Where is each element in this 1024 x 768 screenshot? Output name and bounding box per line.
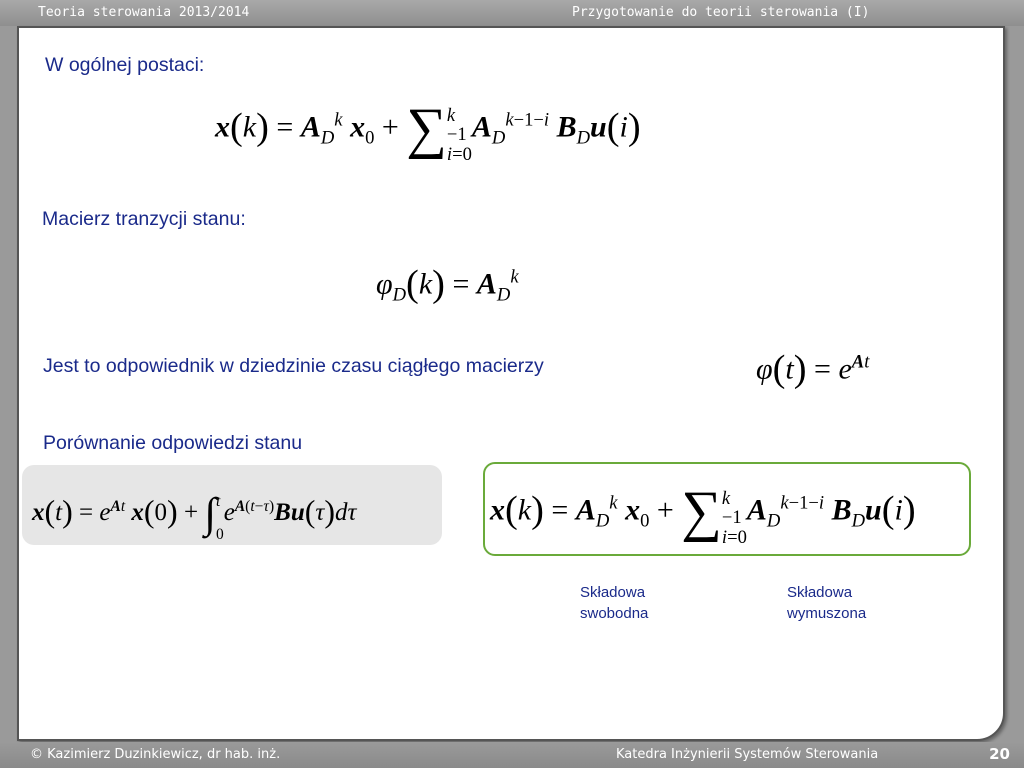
footer-department: Katedra Inżynierii Systemów Sterowania <box>616 747 879 762</box>
footer-author: © Kazimierz Duzinkiewicz, dr hab. inż. <box>30 747 281 762</box>
header-bar <box>0 0 1024 26</box>
note-forced-line2: wymuszona <box>787 605 867 622</box>
label-continuous-equivalent: Jest to odpowiednik w dziedzinie czasu ciągłego macierzy <box>43 355 544 377</box>
header-course-title: Teoria sterowania 2013/2014 <box>38 5 250 20</box>
equation-transition-matrix: $\varphi_D(k) = A_D^k$ <box>376 263 519 306</box>
note-forced-line1: Składowa <box>787 584 853 601</box>
equation-continuous-transition: $\varphi(t) = e^{At}$ <box>756 348 870 390</box>
note-forced-component <box>787 582 866 624</box>
note-free-component <box>580 582 648 624</box>
equation-discrete-state-solution: $x(k) = A_D^k$ $x_0$ + ∑ k −1 i=0 $A_D^{k-1-i}$ $B_Du(i)$ <box>215 96 641 165</box>
label-transition-matrix: Macierz tranzycji stanu: <box>42 208 246 230</box>
label-response-comparison: Porównanie odpowiedzi stanu <box>43 432 303 454</box>
equation-discrete-state-solution-boxed: $x(k) = A_D^k$ $x_0$ + ∑ k −1 i=0 $A_D^{k-1-i}$ $B_Du(i)$ <box>490 479 916 548</box>
label-general-form: W ogólnej postaci: <box>45 54 205 76</box>
note-free-line2: swobodna <box>580 605 649 622</box>
page-number: 20 <box>989 745 1010 763</box>
footer-bar <box>0 742 1024 768</box>
header-lecture-title: Przygotowanie do teorii sterowania (I) <box>572 5 870 20</box>
note-free-line1: Składowa <box>580 584 646 601</box>
equation-continuous-state-solution: $x(t) = e^{At}$ x(0) + ∫ t 0 $e^{A(t-\tau)}Bu(\tau)d\tau$ <box>32 489 357 543</box>
